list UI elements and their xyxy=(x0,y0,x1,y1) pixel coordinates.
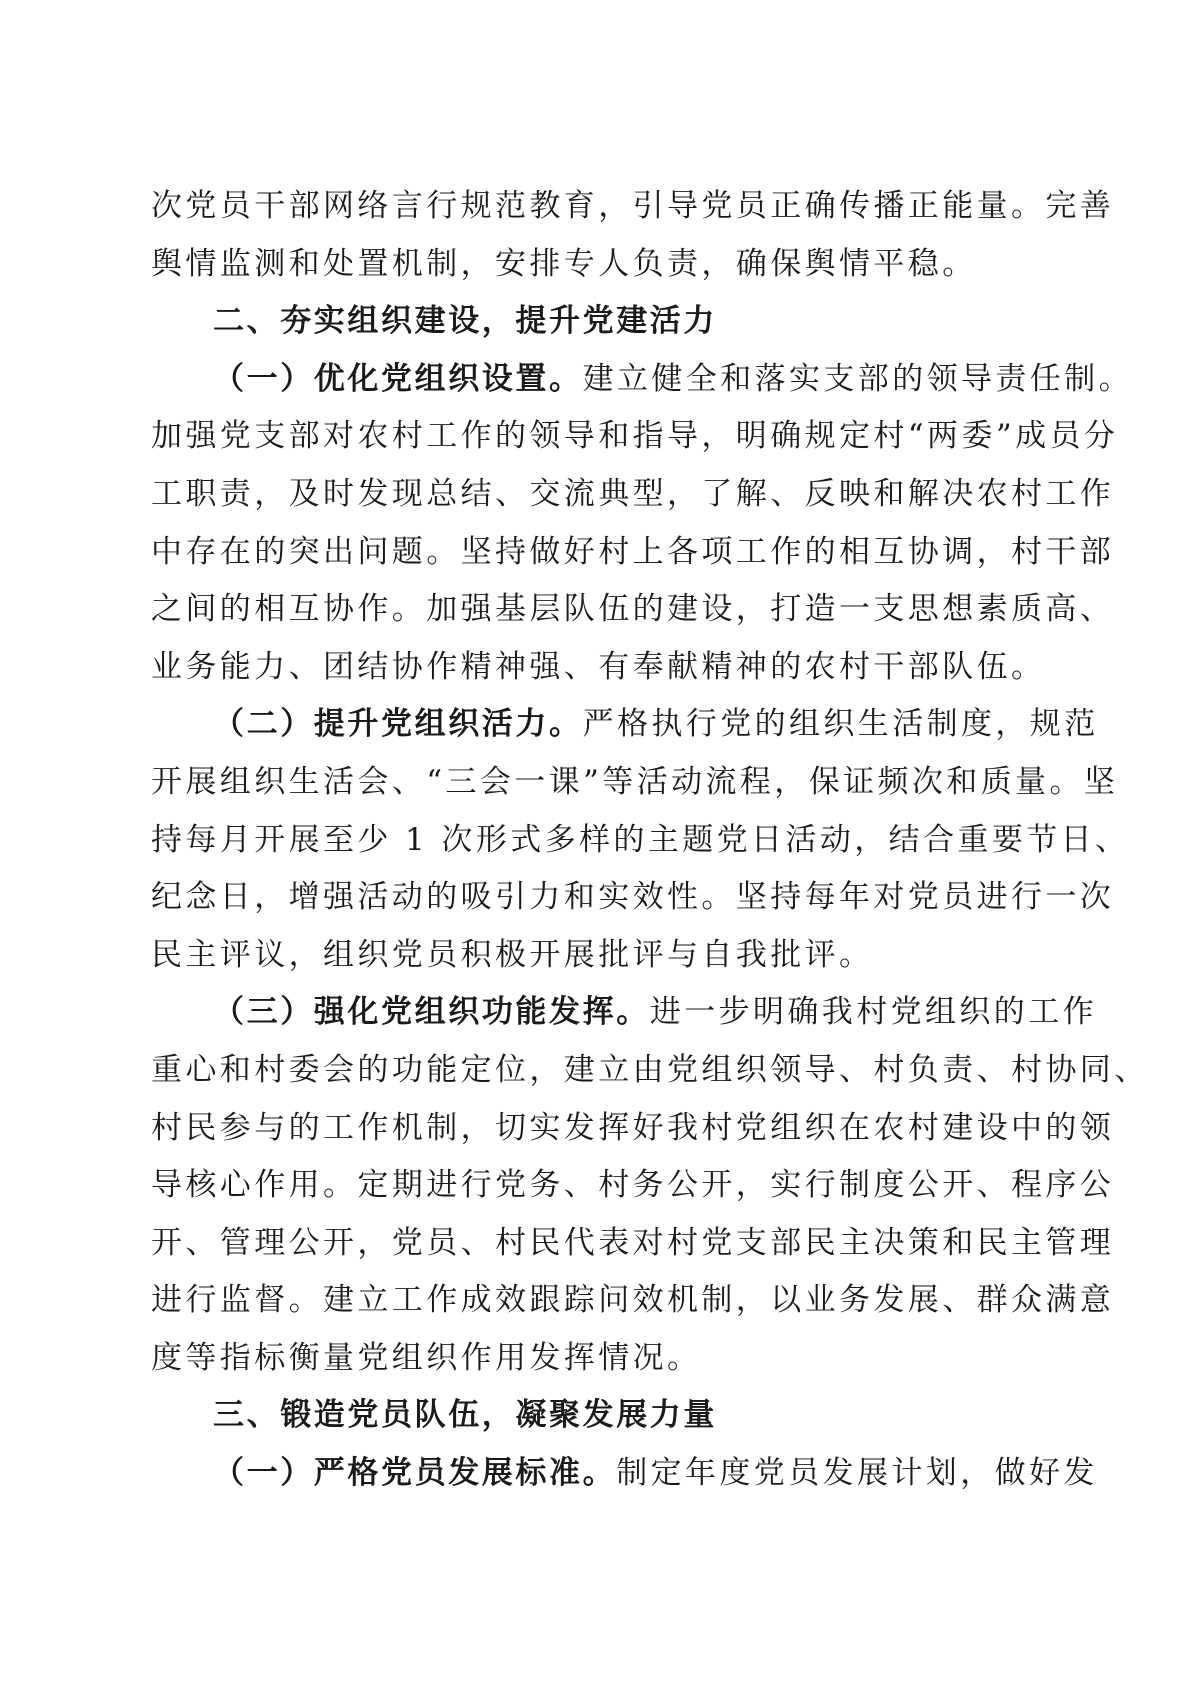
paragraph-line: 加强党支部对农村工作的领导和指导，明确规定村“两委”成员分 xyxy=(151,418,1119,455)
subsection-title: （一）严格党员发展标准。 xyxy=(213,1455,617,1492)
paragraph-line: 次党员干部网络言行规范教育，引导党员正确传播正能量。完善 xyxy=(151,188,1115,224)
subsection-3-first-line xyxy=(151,984,1098,1042)
paragraph-line: 开、管理公开，党员、村民代表对村党支部民主决策和民主管理 xyxy=(151,1224,1115,1261)
section-heading-3: 三、锻造党员队伍，凝聚发展力量 xyxy=(213,1397,717,1434)
subsection-title: （一）优化党组织设置。 xyxy=(213,360,583,397)
paragraph-line: 纪念日，增强活动的吸引力和实效性。坚持每年对党员进行一次 xyxy=(151,879,1115,916)
paragraph-line: 持每月开展至少 1 次形式多样的主题党日活动，结合重要节日、 xyxy=(151,821,1130,858)
document-page xyxy=(151,178,1149,1503)
subsection-text: 建立健全和落实支部的领导责任制。 xyxy=(582,360,1134,397)
paragraph-line: 导核心作用。定期进行党务、村务公开，实行制度公开、程序公 xyxy=(151,1167,1115,1204)
paragraph-line: 进行监督。建立工作成效跟踪问效机制，以业务发展、群众满意 xyxy=(151,1282,1115,1319)
paragraph-line: 村民参与的工作机制，切实发挥好我村党组织在农村建设中的领 xyxy=(151,1109,1115,1146)
subsection-2-first-line xyxy=(151,696,1099,754)
subsection-text: 制定年度党员发展计划，做好发 xyxy=(616,1455,1098,1492)
paragraph-line: 业务能力、团结协作精神强、有奉献精神的农村干部队伍。 xyxy=(151,648,1046,685)
paragraph-line: 开展组织生活会、“三会一课”等活动流程，保证频次和质量。坚 xyxy=(151,763,1119,800)
paragraph-line: 舆情监测和处置机制，安排专人负责，确保舆情平稳。 xyxy=(151,245,977,282)
paragraph-line: 之间的相互协作。加强基层队伍的建设，打造一支思想素质高、 xyxy=(151,591,1115,628)
paragraph-line: 民主评议，组织党员积极开展批评与自我批评。 xyxy=(151,936,874,973)
paragraph-line: 工职责，及时发现总结、交流典型，了解、反映和解决农村工作 xyxy=(151,475,1115,512)
section-heading-2: 二、夯实组织建设，提升党建活力 xyxy=(213,303,717,340)
subsection-4-first-line xyxy=(151,1445,1098,1503)
paragraph-line: 重心和村委会的功能定位，建立由党组织领导、村负责、村协同、 xyxy=(151,1051,1149,1088)
subsection-text: 进一步明确我村党组织的工作 xyxy=(649,994,1098,1031)
paragraph-line: 度等指标衡量党组织作用发挥情况。 xyxy=(151,1339,702,1376)
subsection-title: （二）提升党组织活力。 xyxy=(213,706,583,743)
subsection-text: 严格执行党的组织生活制度，规范 xyxy=(582,706,1099,743)
paragraph-line: 中存在的突出问题。坚持做好村上各项工作的相互协调，村干部 xyxy=(151,533,1115,570)
subsection-1-first-line xyxy=(151,351,1134,409)
subsection-title: （三）强化党组织功能发挥。 xyxy=(213,994,650,1031)
